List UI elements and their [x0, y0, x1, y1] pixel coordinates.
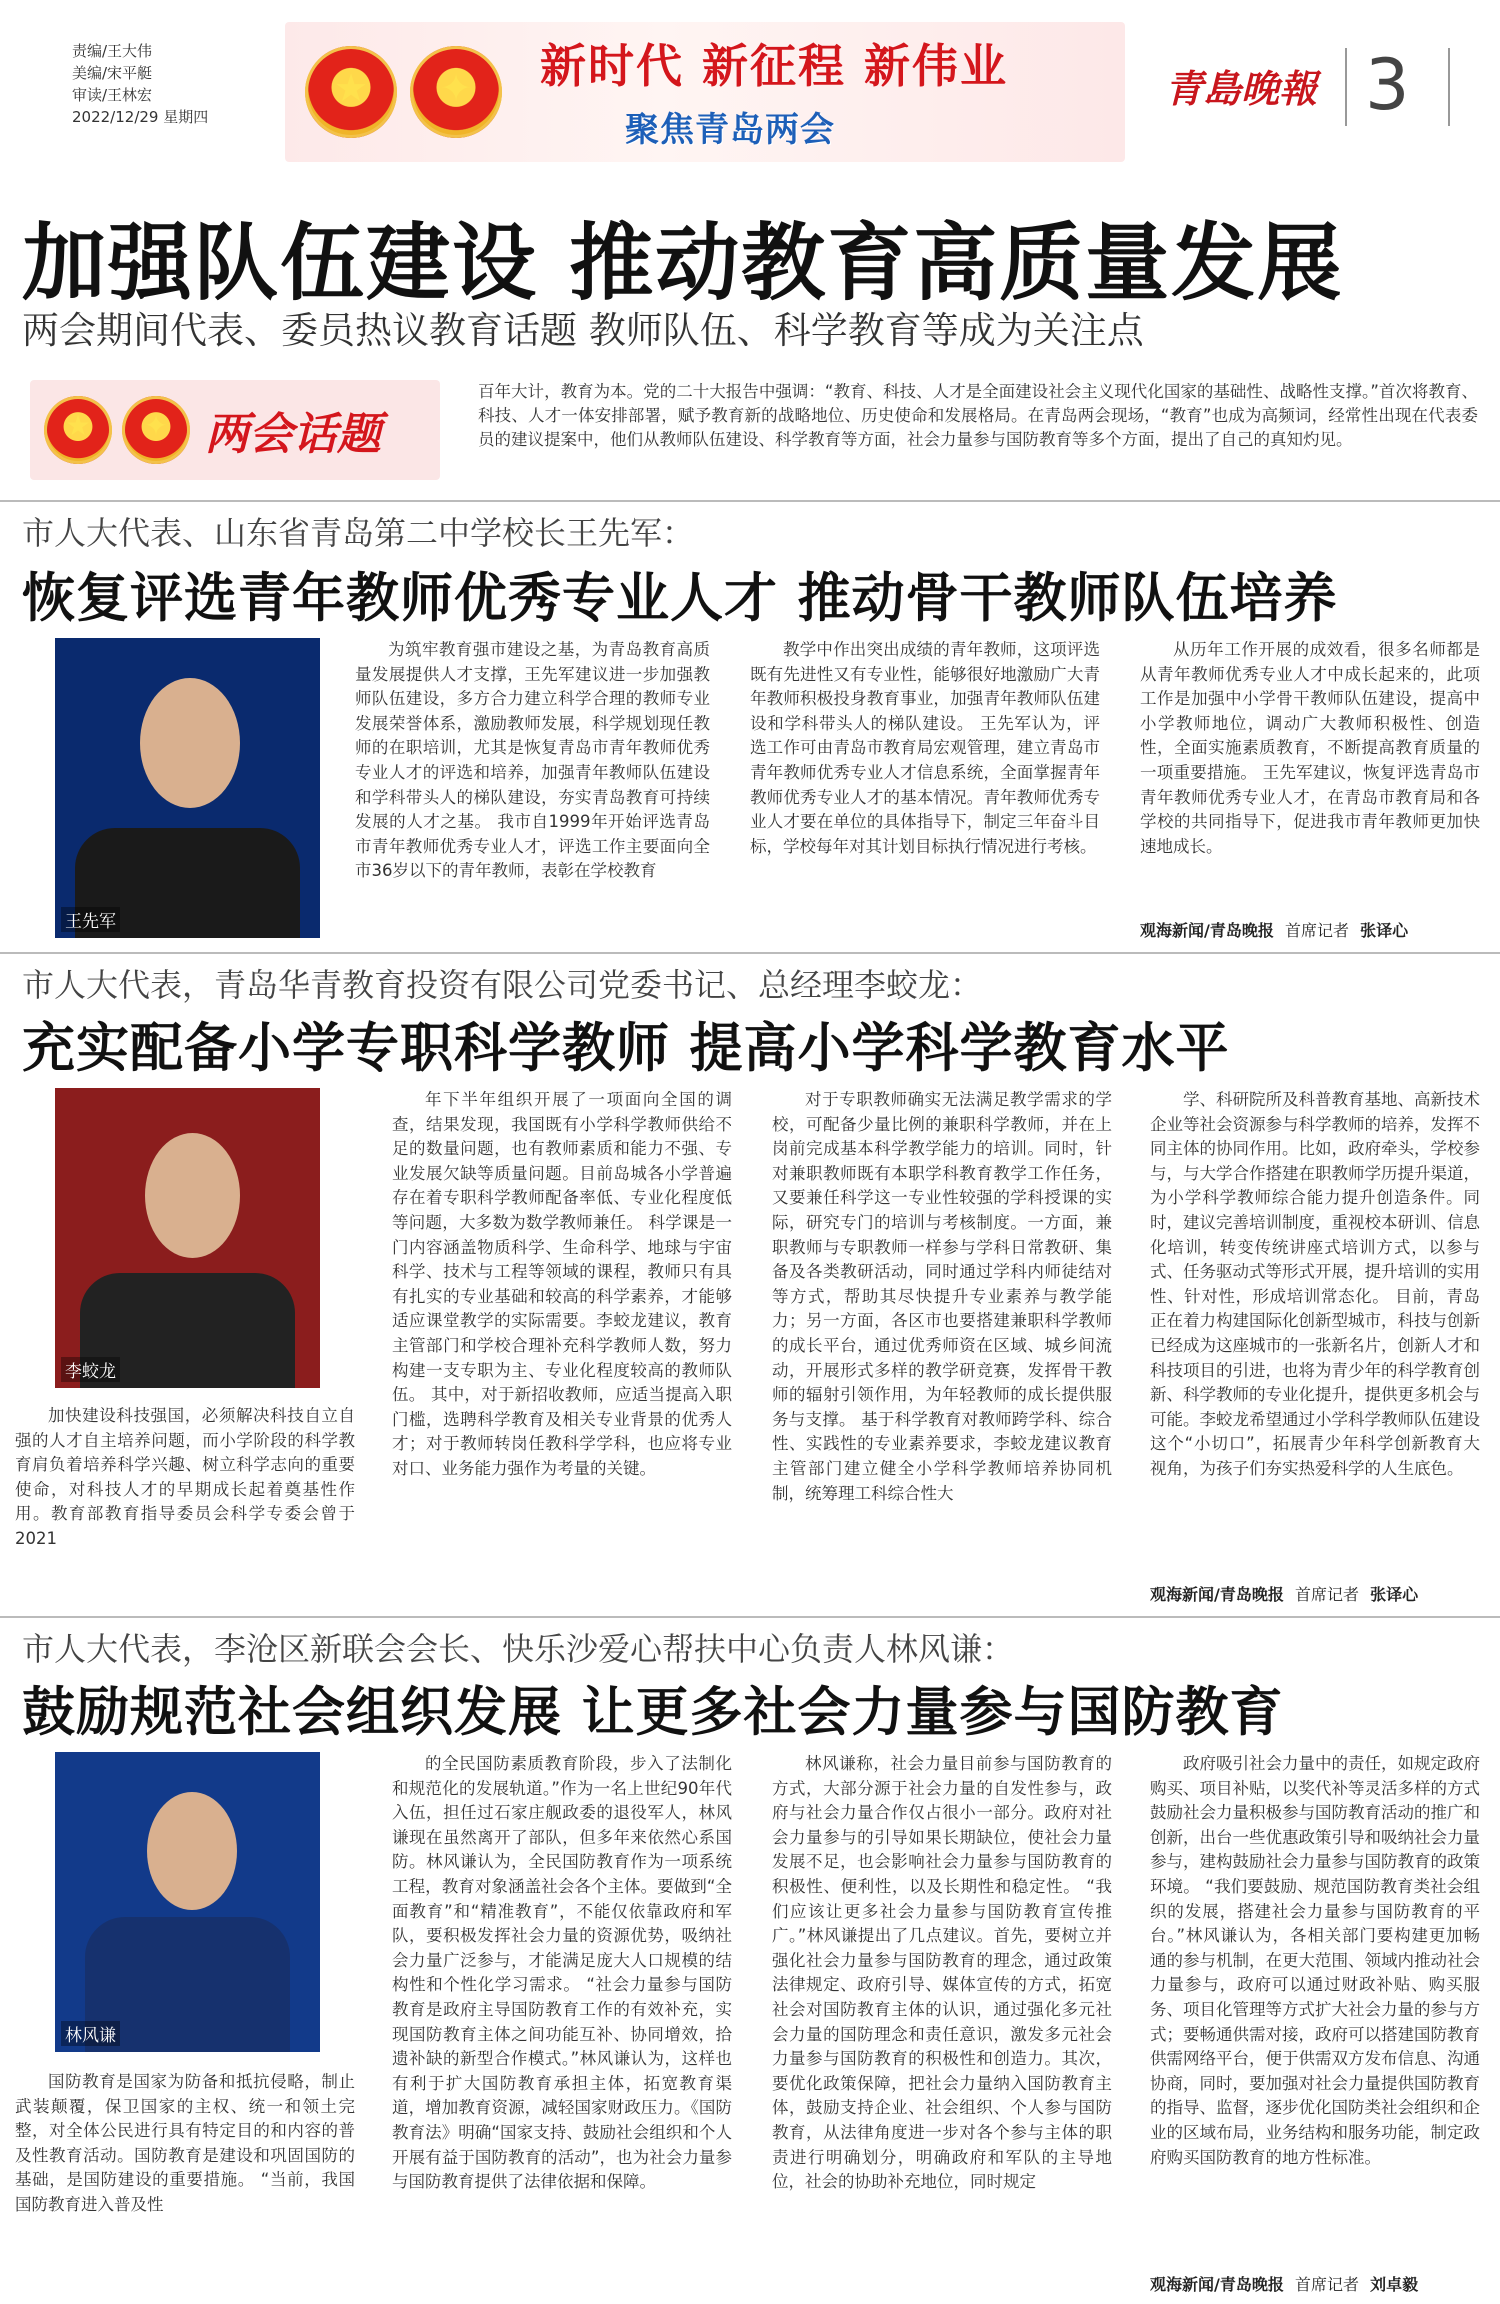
- section-title: 恢复评选青年教师优秀专业人才 推动骨干教师队伍培养: [22, 568, 1338, 629]
- byline: [1150, 2272, 1418, 2295]
- article-column: 教学中作出突出成绩的青年教师，这项评选既有先进性又有专业性，能够很好地激励广大青年教师积极投身教育事业，加强青年教师队伍建设和学科带头人的梯队建设。 王先军认为，评选工作可由青岛市教育局宏观管理，建立青岛市青年教师优秀专业人才信息系统，全面掌握青年教师优秀专业人才的基本情况。青年教师优秀专业人才要在单位的具体指导下，制定三年奋斗目标，学校每年对其计划目标执行情况进行考核。: [750, 640, 1100, 856]
- photo-caption: 王先军: [61, 907, 120, 932]
- section-title: 鼓励规范社会组织发展 让更多社会力量参与国防教育: [22, 1682, 1284, 1743]
- cppcc-emblem-icon: ✦: [410, 46, 502, 138]
- byline-outlet: 观海新闻/青岛晚报: [1150, 1585, 1284, 1604]
- byline-name: 刘卓毅: [1370, 2275, 1419, 2294]
- section-speaker: 市人大代表，青岛华青教育投资有限公司党委书记、总经理李蛟龙：: [22, 966, 983, 1004]
- section-divider: [0, 500, 1500, 502]
- article-column: 林风谦称，社会力量目前参与国防教育的方式，大部分源于社会力量的自发性参与，政府与社会力量合作仅占很小一部分。政府对社会力量参与的引导如果长期缺位，使社会力量发展不足，也会影响社会力量参与国防教育的积极性、便利性，以及长期性和稳定性。 “我们应该让更多社会力量参与国防教育宣传推广。”林风谦提出了几点建议。首先，要树立并强化社会力量参与国防教育的理念，通过政策法律规定、政府引导、媒体宣传的方式，拓宽社会对国防教育主体的认识，通过强化多元社会力量的国防理念和责任意识，激发多元社会力量参与国防教育的积极性和创造力。其次，要优化政策保障，把社会力量纳入国防教育主体，鼓励支持企业、社会组织、个人参与国防教育，从法律角度进一步对各个参与主体的职责进行明确划分，明确政府和军队的主导地位，社会的协助补充地位，同时规定: [772, 1754, 1112, 2192]
- topic-label: 两会话题: [205, 409, 381, 460]
- article-column: 加快建设科技强国，必须解决科技自立自强的人才自主培养问题，而小学阶段的科学教育肩负着培养科学兴趣、树立科学志向的重要使命，对科技人才的早期成长起着奠基性作用。教育部教育指导委员会科学专委会曾于2021: [15, 1406, 355, 1548]
- page-number: 3: [1365, 44, 1410, 126]
- intro-paragraph: 百年大计，教育为本。党的二十大报告中强调：“教育、科技、人才是全面建设社会主义现代化国家的基础性、战略性支撑。”首次将教育、科技、人才一体安排部署，赋予教育新的战略地位、历史使命和发展格局。在青岛两会现场，“教育”也成为高频词，经常性出现在代表委员的建议提案中，他们从教师队伍建设、科学教育等方面，社会力量参与国防教育等多个方面，提出了自己的真知灼见。: [478, 382, 1478, 449]
- section-speaker: 市人大代表，李沧区新联会会长、快乐沙爱心帮扶中心负责人林风谦：: [22, 1630, 1015, 1668]
- article-column: 国防教育是国家为防备和抵抗侵略，制止武装颠覆，保卫国家的主权、统一和领土完整，对全体公民进行具有特定目的和内容的普及性教育活动。国防教育是建设和巩固国防的基础，是国防建设的重要措施。 “当前，我国国防教育进入普及性: [15, 2072, 355, 2214]
- issue-date: 2022/12/29 星期四: [72, 108, 209, 126]
- reviewer-line: 审读/王林宏: [72, 86, 153, 104]
- banner-subtitle: 聚焦青岛两会: [625, 110, 835, 150]
- newspaper-logo: 青島晚報: [1165, 66, 1318, 111]
- page-divider: [1448, 48, 1450, 126]
- byline-name: 张译心: [1360, 921, 1409, 940]
- national-emblem-icon: ★: [44, 396, 112, 464]
- byline-role: 首席记者: [1285, 921, 1350, 940]
- article-column: 政府吸引社会力量中的责任，如规定政府购买、项目补贴，以奖代补等灵活多样的方式鼓励社会力量积极参与国防教育活动的推广和创新，出台一些优惠政策引导和吸纳社会力量参与，建构鼓励社会力量参与国防教育的政策环境。 “我们要鼓励、规范国防教育类社会组织的发展，搭建社会力量参与国防教育的平台。”林风谦认为，各相关部门要构建更加畅通的参与机制，在更大范围、领域内推动社会力量参与，政府可以通过财政补贴、购买服务、项目化管理等方式扩大社会力量的参与方式；要畅通供需对接，政府可以搭建国防教育供需网络平台，便于供需双方发布信息、沟通协商，同时，要加强对社会力量提供国防教育的指导、监督，逐步优化国防类社会组织和企业的区域布局，业务结构和服务功能，制定政府购买国防教育的地方性标准。: [1150, 1754, 1480, 2167]
- section-title: 充实配备小学专职科学教师 提高小学科学教育水平: [22, 1018, 1230, 1079]
- byline-outlet: 观海新闻/青岛晚报: [1140, 921, 1274, 940]
- topic-badge: [30, 380, 440, 480]
- article-column: 年下半年组织开展了一项面向全国的调查，结果发现，我国既有小学科学教师供给不足的数量问题，也有教师素质和能力不强、专业发展欠缺等质量问题。目前岛城各小学普遍存在着专职科学教师配备率低、专业化程度低等问题，大多数为数学教师兼任。 科学课是一门内容涵盖物质科学、生命科学、地球与宇宙科学、技术与工程等领域的课程，教师只有具有扎实的专业基础和较高的科学素养，才能够适应课堂教学的实际需要。李蛟龙建议，教育主管部门和学校合理补充科学教师人数，努力构建一支专职为主、专业化程度较高的教师队伍。 其中，对于新招收教师，应适当提高入职门槛，选聘科学教育及相关专业背景的优秀人才；对于教师转岗任教科学学科，也应将专业对口、业务能力强作为考量的关键。: [392, 1090, 732, 1478]
- section-divider: [0, 1616, 1500, 1618]
- article-column: 从历年工作开展的成效看，很多名师都是从青年教师优秀专业人才中成长起来的，此项工作是加强中小学骨干教师队伍建设，提高中小学教师地位，调动广大教师积极性、创造性，全面实施素质教育，不断提高教育质量的一项重要措施。 王先军建议，恢复评选青岛市青年教师优秀专业人才，在青岛市教育局和各学校的共同指导下，促进我市青年教师更加快速地成长。: [1140, 640, 1480, 856]
- page-divider: [1345, 48, 1347, 126]
- article-column: 为筑牢教育强市建设之基，为青岛教育高质量发展提供人才支撑，王先军建议进一步加强教师队伍建设，多方合力建立科学合理的教师专业发展荣誉体系，激励教师发展，科学规划现任教师的在职培训，尤其是恢复青岛市青年教师优秀专业人才的评选和培养，加强青年教师队伍建设和学科带头人的梯队建设，夯实青岛教育可持续发展的人才之基。 我市自1999年开始评选青岛市青年教师优秀专业人才，评选工作主要面向全市36岁以下的青年教师，表彰在学校教育: [355, 640, 710, 881]
- byline: [1140, 918, 1408, 941]
- article-column: 学、科研院所及科普教育基地、高新技术企业等社会资源参与科学教师的培养，发挥不同主体的协同作用。比如，政府牵头，学校参与，与大学合作搭建在职教师学历提升渠道，为小学科学教师综合能力提升创造条件。同时，建议完善培训制度，重视校本研训、信息化培训，转变传统讲座式培训方式，以参与式、任务驱动式等形式开展，提升培训的实用性、针对性，形成培训常态化。 目前，青岛正在着力构建国际化创新型城市，科技与创新已经成为这座城市的一张新名片，创新人才和科技项目的引进，也将为青少年的科学教育创新、科学教师的专业化提升，提供更多机会与可能。李蛟龙希望通过小学科学教师队伍建设这个“小切口”，拓展青少年科学创新教育大视角，为孩子们夯实热爱科学的人生底色。: [1150, 1090, 1480, 1478]
- cppcc-emblem-icon: ✦: [122, 396, 190, 464]
- article-column: 的全民国防素质教育阶段，步入了法制化和规范化的发展轨道。”作为一名上世纪90年代入伍，担任过石家庄舰政委的退役军人，林风谦现在虽然离开了部队，但多年来依然心系国防。林风谦认为，全民国防教育作为一项系统工程，教育对象涵盖社会各个主体。要做到“全面教育”和“精准教育”，不能仅依靠政府和军队，要积极发挥社会力量的资源优势，吸纳社会力量广泛参与，才能满足庞大人口规模的结构性和个性化学习需求。 “社会力量参与国防教育是政府主导国防教育工作的有效补充，实现国防教育主体之间功能互补、协同增效，拾遗补缺的新型合作模式。”林风谦认为，这样也有利于扩大国防教育承担主体，拓宽教育渠道，增加教育资源，减轻国家财政压力。《国防教育法》明确“国家支持、鼓励社会组织和个人开展有益于国防教育的活动”，也为社会力量参与国防教育提供了法律依据和保障。: [392, 1754, 732, 2192]
- editor-credits: [72, 40, 208, 128]
- editor-line: 责编/王大伟: [72, 42, 153, 60]
- article-column: 对于专职教师确实无法满足教学需求的学校，可配备少量比例的兼职科学教师，并在上岗前完成基本科学教学能力的培训。同时，针对兼职教师既有本职学科教育教学工作任务，又要兼任科学这一专业性较强的学科授课的实际，研究专门的培训与考核制度。一方面，兼职教师与专职教师一样参与学科日常教研、集备及各类教研活动，同时通过学科内师徒结对等方式，帮助其尽快提升专业素养与教学能力；另一方面，各区市也要搭建兼职科学教师的成长平台，通过优秀师资在区域、城乡间流动，开展形式多样的教学研竞赛，发挥骨干教师的辐射引领作用，为年轻教师的成长提供服务与支撑。 基于科学教育对教师跨学科、综合性、实践性的专业素养要求，李蛟龙建议教育主管部门建立健全小学科学教师培养协同机制，统筹理工科综合性大: [772, 1090, 1112, 1503]
- byline: [1150, 1582, 1418, 1605]
- national-emblem-icon: ★: [305, 46, 397, 138]
- byline-outlet: 观海新闻/青岛晚报: [1150, 2275, 1284, 2294]
- speaker-photo: [55, 1752, 320, 2052]
- special-banner: [285, 22, 1125, 162]
- banner-title: 新时代 新征程 新伟业: [540, 39, 1009, 93]
- section-speaker: 市人大代表、山东省青岛第二中学校长王先军：: [22, 514, 695, 552]
- main-headline: 加强队伍建设 推动教育高质量发展: [22, 214, 1344, 312]
- designer-line: 美编/宋平艇: [72, 64, 153, 82]
- byline-role: 首席记者: [1295, 1585, 1360, 1604]
- speaker-photo: [55, 1088, 320, 1388]
- sub-headline: 两会期间代表、委员热议教育话题 教师队伍、科学教育等成为关注点: [22, 309, 1144, 352]
- photo-caption: 李蛟龙: [61, 1357, 120, 1382]
- byline-role: 首席记者: [1295, 2275, 1360, 2294]
- photo-caption: 林风谦: [61, 2021, 120, 2046]
- section-divider: [0, 952, 1500, 954]
- speaker-photo: [55, 638, 320, 938]
- byline-name: 张译心: [1370, 1585, 1419, 1604]
